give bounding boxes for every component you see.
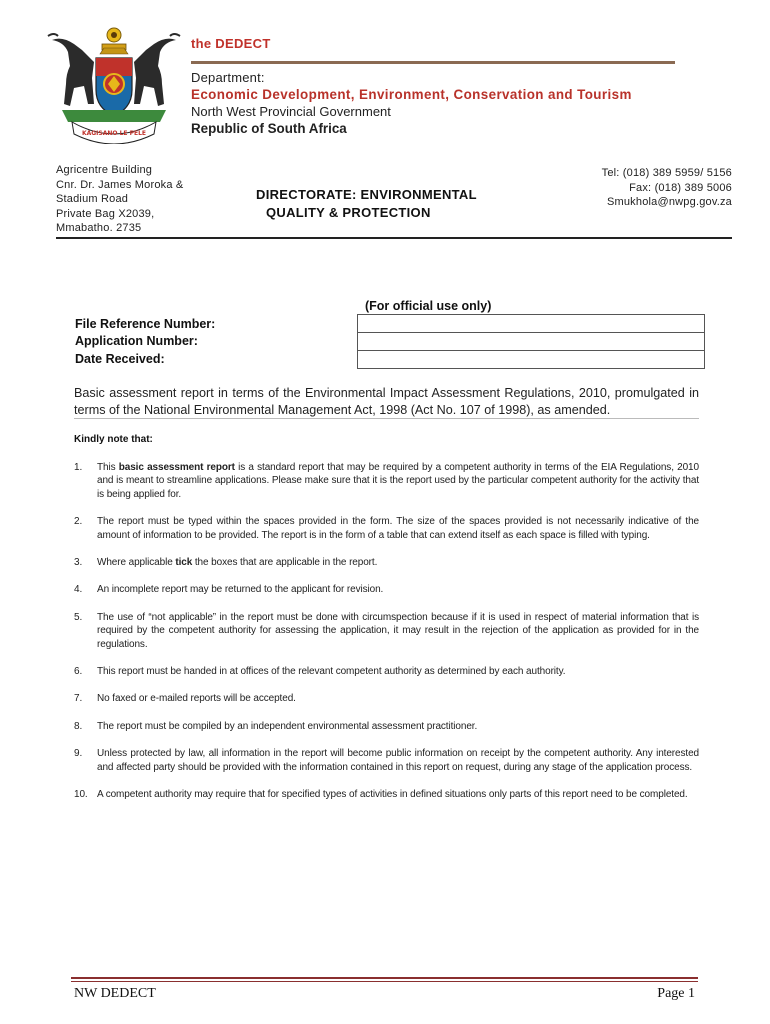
list-text: This basic assessment report is a standard report that may be required by a competent authority in terms of the EIA Regulations, 2010 and is meant to streamline applications. Please make sure that it is the report used by the particular competent authority for the activity that is being applied for. [97,462,699,500]
list-item [74,611,699,651]
list-item [74,665,699,678]
address-line: Agricentre Building [56,164,153,176]
list-item [74,720,699,733]
address-line: Stadium Road [56,193,129,206]
province-name: North West Provincial Government [191,104,391,119]
list-number: 1. [74,462,83,473]
svg-text:KAGISANO LE PELE: KAGISANO LE PELE [81,130,147,137]
address-block [56,163,183,236]
list-text: No faxed or e-mailed reports will be accepted. [97,693,296,705]
list-number: 7. [74,693,83,705]
list-item [74,556,699,569]
header-divider [191,61,675,64]
list-number: 10. [74,789,88,801]
list-text: This report must be handed in at offices of the relevant competent authority as determined by each authority. [97,666,566,678]
country-name: Republic of South Africa [191,121,347,136]
directorate-line: QUALITY & PROTECTION [266,205,431,220]
instructions-list [74,461,699,816]
department-name: Economic Development, Environment, Conservation and Tourism [191,87,632,102]
list-text: The report must be typed within the spaces provided in the form. The size of the spaces provided is not necessarily indicative of the amount of information to be provided. The report is in the form of a table that can extend itself as each space is filled with typing. [97,516,699,541]
list-number: 9. [74,748,83,760]
list-text: The use of “not applicable” in the report must be done with circumspection because if it is used in respect of material information that is required by the competent authority for assessing the application, it may result in the rejection of the application as provided for in the regulations. [97,611,699,650]
list-text: An incomplete report may be returned to the applicant for revision. [97,584,384,596]
application-number-label: Application Number: [75,334,198,349]
page-number: Page 1 [657,986,695,1001]
official-use-heading: (For official use only) [365,299,492,313]
file-reference-field[interactable] [358,315,704,332]
list-text: Where applicable tick the boxes that are applicable in the report. [97,557,378,569]
reference-labels [75,316,215,368]
official-use-table [357,314,705,369]
list-item [74,583,699,596]
file-reference-label: File Reference Number: [75,317,216,331]
date-received-label: Date Received: [75,351,165,366]
list-number: 8. [74,720,83,732]
intro-paragraph: Basic assessment report in terms of the Environmental Impact Assessment Regulations, 2010, promulgated in terms of the National Environmental Management Act, 1998 (Act No. 107 of 1998), as amended. [74,386,699,417]
footer-org: NW DEDECT [74,986,156,1001]
list-number: 5. [74,611,83,623]
org-short-title: the DEDECT [191,36,271,51]
address-line: Mmabatho. 2735 [56,222,142,235]
footer-divider-thin [71,981,698,982]
list-item [74,461,699,501]
directorate-line: DIRECTORATE: ENVIRONMENTAL [256,187,477,202]
note-heading: Kindly note that: [74,434,153,445]
department-label: Department: [191,70,265,85]
coat-of-arms-icon [44,26,184,144]
list-text: The report must be compiled by an independent environmental assessment practitioner. [97,720,478,732]
list-item [74,515,699,542]
list-text: Unless protected by law, all information in the report will become public information on receipt by the competent authority. Any interested and affected party should be provided with the information contained in this report on request, during any stage of the application process. [97,748,699,773]
directorate-title [256,186,477,222]
phone-line: Tel: (018) 389 5959/ 5156 [601,167,732,179]
fax-line: Fax: (018) 389 5006 [629,181,732,194]
intro-divider [74,418,699,419]
contact-block [602,166,732,210]
list-number: 4. [74,584,83,596]
address-divider [56,237,732,239]
list-item [74,692,699,705]
list-number: 6. [74,666,83,678]
list-text: A competent authority may require that for specified types of activities in defined situations only parts of this report need to be completed. [97,789,688,801]
date-received-field[interactable] [358,350,704,368]
address-line: Cnr. Dr. James Moroka & [56,178,184,191]
address-line: Private Bag X2039, [56,207,155,220]
email-link[interactable]: Smukhola@nwpg.gov.za [606,196,732,209]
list-item [74,788,699,801]
list-number: 3. [74,557,83,569]
list-number: 2. [74,516,83,528]
application-number-field[interactable] [358,332,704,350]
footer-divider [71,977,698,979]
list-item [74,747,699,774]
